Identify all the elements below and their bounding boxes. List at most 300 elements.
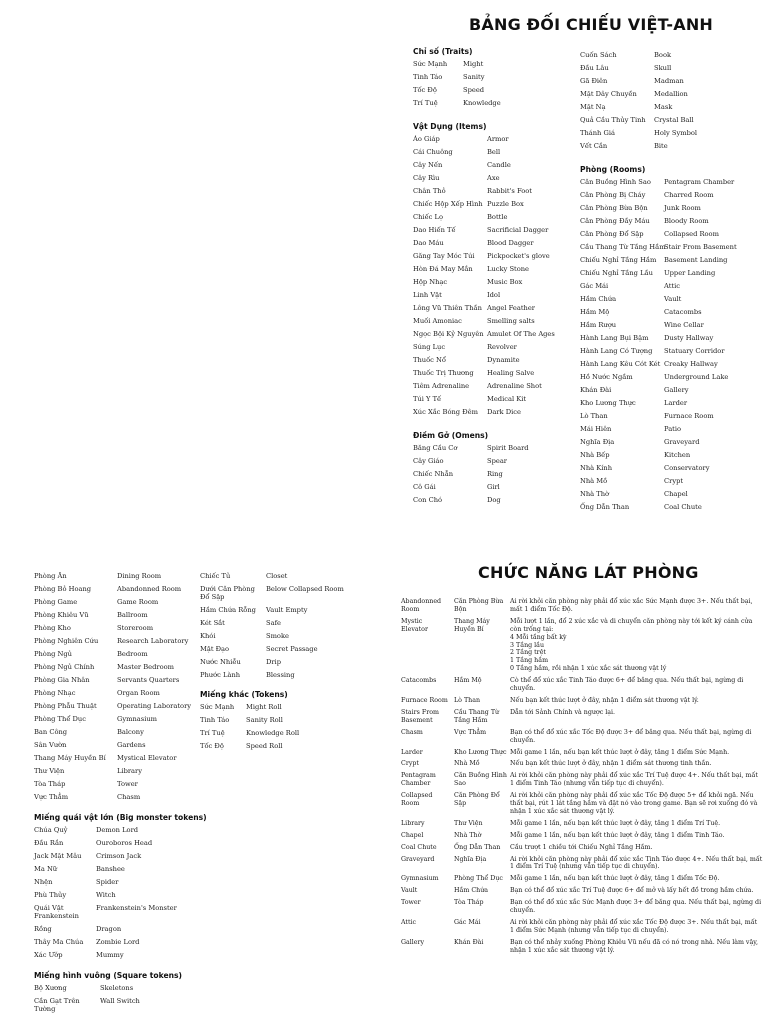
room-vietnamese-name: Tòa Tháp bbox=[454, 899, 484, 907]
room-function-row bbox=[401, 917, 763, 937]
english-term: Blood Dagger bbox=[487, 239, 534, 247]
vietnamese-term: Tinh Táo bbox=[200, 715, 230, 724]
english-term: Healing Salve bbox=[487, 369, 535, 377]
room-function-description bbox=[510, 618, 763, 673]
glossary-row bbox=[580, 293, 760, 306]
glossary-row bbox=[580, 114, 760, 127]
english-term: Drip bbox=[266, 657, 281, 666]
glossary-row bbox=[413, 58, 573, 71]
english-term: Basement Landing bbox=[664, 256, 728, 264]
room-english-name: Graveyard bbox=[401, 855, 435, 863]
room-function-title: CHỨC NĂNG LÁT PHÒNG bbox=[478, 563, 699, 582]
vietnamese-term: Phòng Ngủ Chính bbox=[34, 663, 95, 671]
english-term: Dog bbox=[487, 496, 501, 504]
vietnamese-term: Súng Lục bbox=[413, 343, 446, 351]
glossary-row bbox=[580, 176, 760, 189]
room-english-name: Tower bbox=[401, 899, 421, 907]
english-term: Balcony bbox=[117, 728, 144, 736]
glossary-row bbox=[580, 189, 760, 202]
room-function-description bbox=[510, 792, 763, 816]
english-term: Candle bbox=[487, 161, 511, 169]
english-term: Dining Room bbox=[117, 572, 162, 580]
glossary-row bbox=[580, 501, 760, 514]
glossary-row bbox=[580, 49, 760, 62]
room-english-name: Gymnasium bbox=[401, 875, 439, 883]
english-term: Armor bbox=[487, 135, 509, 143]
glossary-row bbox=[413, 341, 573, 354]
room-function-row bbox=[401, 937, 763, 957]
room-function-row bbox=[401, 842, 763, 854]
english-term: Banshee bbox=[96, 865, 125, 873]
room-function-description bbox=[510, 709, 763, 725]
glossary-row bbox=[413, 224, 573, 237]
glossary-row bbox=[580, 140, 760, 153]
vietnamese-term: Phòng Khiêu Vũ bbox=[34, 611, 89, 619]
vietnamese-term: Ống Dẫn Than bbox=[580, 503, 630, 511]
vietnamese-term: Thánh Giá bbox=[580, 129, 615, 137]
vietnamese-term: Thây Ma Chúa bbox=[34, 937, 84, 946]
vietnamese-term: Hành Lang Kêu Cót Két bbox=[580, 360, 661, 368]
glossary-row bbox=[580, 345, 760, 358]
english-term: Medical Kit bbox=[487, 395, 527, 403]
glossary-row bbox=[580, 75, 760, 88]
vietnamese-term: Ban Công bbox=[34, 728, 68, 736]
english-term: Sanity Roll bbox=[246, 715, 283, 724]
room-vietnamese-name: Thư Viện bbox=[454, 819, 483, 827]
room-function-description bbox=[510, 939, 763, 955]
room-function-description bbox=[510, 772, 763, 788]
room-function-row bbox=[401, 790, 763, 818]
room-function-row bbox=[401, 747, 763, 759]
room-vietnamese-name: Ống Dẫn Than bbox=[454, 843, 501, 851]
room-vietnamese-name: Nghĩa Địa bbox=[454, 855, 487, 863]
english-term: Secret Passage bbox=[266, 644, 318, 653]
vietnamese-term: Nghĩa Địa bbox=[580, 438, 615, 446]
glossary-row bbox=[580, 254, 760, 267]
glossary-row bbox=[34, 752, 194, 765]
room-english-name: Stairs From Basement bbox=[401, 708, 439, 724]
vietnamese-term: Hầm Rượu bbox=[580, 321, 617, 329]
glossary-row bbox=[200, 669, 390, 682]
vietnamese-term: Cần Gạt Trên Tường bbox=[34, 996, 80, 1014]
english-term: Crypt bbox=[664, 477, 684, 485]
vietnamese-term: Thuốc Trị Thương bbox=[413, 369, 474, 377]
vietnamese-term: Thư Viện bbox=[34, 767, 65, 775]
vietnamese-term: Tốc Độ bbox=[413, 86, 437, 94]
glossary-row bbox=[200, 583, 390, 604]
vietnamese-term: Nước Nhiễu bbox=[200, 657, 241, 666]
glossary-row bbox=[200, 656, 390, 669]
room-english-name: Furnace Room bbox=[401, 696, 448, 704]
items-list bbox=[413, 133, 573, 419]
english-term: Research Laboratory bbox=[117, 637, 189, 645]
english-term: Smelling salts bbox=[487, 317, 535, 325]
vietnamese-term: Xúc Xắc Bóng Đêm bbox=[413, 408, 478, 416]
vietnamese-term: Căn Buồng Hình Sao bbox=[580, 178, 651, 186]
vietnamese-term: Sức Mạnh bbox=[413, 60, 448, 68]
glossary-row bbox=[580, 267, 760, 280]
english-term: Ring bbox=[487, 470, 503, 478]
english-term: Gardens bbox=[117, 741, 146, 749]
room-vietnamese-name: Kho Lương Thực bbox=[454, 748, 507, 756]
room-function-description bbox=[510, 875, 763, 883]
vietnamese-term: Hầm Chứa Rỗng bbox=[200, 605, 256, 614]
english-term: Closet bbox=[266, 572, 288, 580]
misc-tokens-heading: Miếng khác (Tokens) bbox=[200, 689, 288, 699]
english-term: Spider bbox=[96, 878, 119, 886]
vietnamese-term: Muối Amoniac bbox=[413, 317, 462, 325]
room-english-name: Abandonned Room bbox=[401, 598, 442, 613]
room-function-description bbox=[510, 844, 763, 852]
glossary-row bbox=[580, 332, 760, 345]
glossary-row bbox=[580, 449, 760, 462]
room-function-description bbox=[510, 697, 763, 705]
english-term: Smoke bbox=[266, 631, 289, 640]
glossary-row bbox=[34, 863, 194, 876]
english-term: Music Box bbox=[487, 278, 523, 286]
english-term: Larder bbox=[664, 399, 688, 407]
english-term: Junk Room bbox=[664, 204, 701, 212]
english-term: Ouroboros Head bbox=[96, 839, 153, 847]
english-term: Catacombs bbox=[664, 308, 702, 316]
vietnamese-term: Sân Vườn bbox=[34, 741, 67, 749]
english-term: Zombie Lord bbox=[96, 937, 140, 946]
room-function-description bbox=[510, 919, 763, 935]
description-line: Mỗi game 1 lần, nếu bạn kết thúc lượt ở đây, tăng 1 điểm Sức Mạnh. bbox=[510, 748, 730, 756]
glossary-row bbox=[413, 380, 573, 393]
glossary-row bbox=[413, 172, 573, 185]
room-english-name: Larder bbox=[401, 748, 423, 756]
vietnamese-term: Thang Máy Huyền Bí bbox=[34, 754, 106, 762]
english-term: Bite bbox=[654, 142, 668, 150]
room-function-row bbox=[401, 758, 763, 770]
english-term: Vault bbox=[664, 295, 682, 303]
glossary-row bbox=[34, 837, 194, 850]
glossary-row bbox=[200, 604, 390, 617]
description-line: Nếu bạn kết thúc lượt ở đây, nhận 1 điểm sát thương vật lý. bbox=[510, 696, 699, 704]
glossary-row bbox=[34, 596, 194, 609]
square-tokens-heading: Miếng hình vuông (Square tokens) bbox=[34, 970, 183, 980]
glossary-row bbox=[580, 397, 760, 410]
misc-tokens-list bbox=[200, 701, 390, 753]
vietnamese-term: Dưới Căn Phòng Đổ Sập bbox=[200, 585, 255, 602]
glossary-row bbox=[34, 713, 194, 726]
traits-heading: Chỉ số (Traits) bbox=[413, 47, 473, 56]
glossary-row bbox=[34, 648, 194, 661]
vietnamese-term: Hành Lang Bụi Bặm bbox=[580, 334, 649, 342]
glossary-row bbox=[413, 250, 573, 263]
glossary-row bbox=[200, 617, 390, 630]
room-function-row bbox=[401, 675, 763, 695]
glossary-row bbox=[413, 146, 573, 159]
glossary-row bbox=[413, 406, 573, 419]
glossary-row bbox=[34, 902, 194, 923]
english-term: Book bbox=[654, 51, 672, 59]
vietnamese-term: Tinh Táo bbox=[413, 73, 443, 81]
glossary-row bbox=[34, 661, 194, 674]
room-vietnamese-name: Lò Than bbox=[454, 696, 481, 704]
english-term: Bloody Room bbox=[664, 217, 709, 225]
english-term: Creaky Hallway bbox=[664, 360, 718, 368]
english-term: Skull bbox=[654, 64, 672, 72]
glossary-row bbox=[34, 923, 194, 936]
description-line: 3 Tầng lầu bbox=[510, 641, 545, 649]
square-tokens-list bbox=[34, 982, 194, 1016]
glossary-row bbox=[200, 630, 390, 643]
room-vietnamese-name: Hầm Chứa bbox=[454, 887, 489, 895]
vietnamese-term: Căn Phòng Bị Cháy bbox=[580, 191, 646, 199]
vietnamese-term: Linh Vật bbox=[413, 291, 442, 299]
glossary-row bbox=[34, 570, 194, 583]
traits-list bbox=[413, 58, 573, 110]
english-term: Spirit Board bbox=[487, 444, 529, 452]
vietnamese-term: Mặt Nạ bbox=[580, 103, 606, 111]
glossary-row bbox=[34, 622, 194, 635]
vietnamese-term: Gã Điên bbox=[580, 77, 608, 85]
english-term: Knowledge Roll bbox=[246, 728, 300, 737]
glossary-row bbox=[580, 127, 760, 140]
vietnamese-term: Phước Lành bbox=[200, 670, 241, 679]
vietnamese-term: Dao Máu bbox=[413, 239, 444, 247]
english-term: Charred Room bbox=[664, 191, 714, 199]
glossary-row bbox=[34, 876, 194, 889]
glossary-row bbox=[413, 84, 573, 97]
vietnamese-term: Chúa Quỷ bbox=[34, 826, 68, 834]
vietnamese-term: Bộ Xương bbox=[34, 983, 67, 992]
glossary-row bbox=[413, 494, 573, 507]
english-term: Rabbit's Foot bbox=[487, 187, 532, 195]
vietnamese-term: Hồ Nước Ngầm bbox=[580, 373, 633, 381]
room-english-name: Chasm bbox=[401, 728, 423, 736]
room-english-name: Library bbox=[401, 819, 425, 827]
room-function-description bbox=[510, 899, 763, 915]
vietnamese-term: Băng Cầu Cơ bbox=[413, 444, 458, 452]
vietnamese-term: Nhện bbox=[34, 878, 53, 886]
english-term: Master Bedroom bbox=[117, 663, 174, 671]
english-term: Graveyard bbox=[664, 438, 700, 446]
glossary-row bbox=[34, 609, 194, 622]
vietnamese-term: Sức Mạnh bbox=[200, 702, 235, 711]
glossary-row bbox=[34, 674, 194, 687]
glossary-row bbox=[200, 643, 390, 656]
vietnamese-term: Cái Chuông bbox=[413, 148, 453, 156]
glossary-row bbox=[34, 850, 194, 863]
vietnamese-term: Chiếc Lọ bbox=[413, 213, 444, 221]
glossary-row bbox=[413, 159, 573, 172]
items-heading: Vật Dụng (Items) bbox=[413, 122, 487, 131]
vietnamese-term: Chiếc Hộp Xếp Hình bbox=[413, 200, 483, 208]
vietnamese-term: Trí Tuệ bbox=[413, 99, 438, 107]
english-term: Statuary Corridor bbox=[664, 347, 725, 355]
description-line: Bạn có thể nhảy xuống Phòng Khiêu Vũ nếu đã có nó trong nhà. Nếu làm vậy, nhận 1 xúc xắc sát thương vật lý. bbox=[510, 938, 758, 954]
english-term: Kitchen bbox=[664, 451, 691, 459]
english-term: Girl bbox=[487, 483, 500, 491]
big-monster-heading: Miếng quái vật lớn (Big monster tokens) bbox=[34, 813, 207, 822]
vietnamese-term: Vực Thẳm bbox=[34, 793, 69, 801]
description-line: Cầu trượt 1 chiều tới Chiếu Nghỉ Tầng Hầm. bbox=[510, 843, 653, 851]
glossary-row bbox=[34, 949, 194, 962]
room-function-row bbox=[401, 854, 763, 874]
vietnamese-term: Nhà Thờ bbox=[580, 490, 610, 498]
english-term: Angel Feather bbox=[487, 304, 536, 312]
english-term: Idol bbox=[487, 291, 501, 299]
glossary-row bbox=[34, 982, 194, 995]
vietnamese-term: Mật Đạo bbox=[200, 644, 230, 653]
glossary-column-4 bbox=[200, 570, 390, 753]
glossary-row bbox=[413, 302, 573, 315]
rooms-list-continued bbox=[34, 570, 194, 804]
glossary-row bbox=[580, 215, 760, 228]
vietnamese-term: Mặt Dây Chuyền bbox=[580, 90, 637, 98]
glossary-row bbox=[413, 97, 573, 110]
glossary-row bbox=[200, 701, 390, 714]
glossary-row bbox=[413, 468, 573, 481]
room-english-name: Chapel bbox=[401, 831, 424, 839]
english-term: Spear bbox=[487, 457, 508, 465]
room-function-description bbox=[510, 729, 763, 745]
glossary-row bbox=[580, 228, 760, 241]
english-term: Game Room bbox=[117, 598, 159, 606]
glossary-row bbox=[580, 62, 760, 75]
vietnamese-term: Kho Lương Thực bbox=[580, 399, 636, 407]
description-line: 4 Mỗi tầng bất kỳ bbox=[510, 633, 567, 641]
vietnamese-term: Xác Ướp bbox=[34, 950, 63, 959]
vietnamese-term: Phòng Kho bbox=[34, 624, 71, 632]
english-term: Bell bbox=[487, 148, 501, 156]
vietnamese-term: Hòn Đá May Mắn bbox=[413, 265, 473, 273]
glossary-row bbox=[580, 462, 760, 475]
vietnamese-term: Nhà Mồ bbox=[580, 477, 608, 485]
glossary-column-1 bbox=[413, 45, 573, 507]
vietnamese-term: Cầu Thang Từ Tầng Hầm bbox=[580, 243, 666, 251]
english-term: Mask bbox=[654, 103, 673, 111]
english-term: Puzzle Box bbox=[487, 200, 524, 208]
english-term: Gymnasium bbox=[117, 715, 157, 723]
glossary-row bbox=[200, 570, 390, 583]
glossary-row bbox=[580, 358, 760, 371]
room-english-name: Pentagram Chamber bbox=[401, 772, 436, 788]
vietnamese-term: Áo Giáp bbox=[413, 135, 440, 143]
glossary-row bbox=[580, 423, 760, 436]
english-term: Gallery bbox=[664, 386, 689, 394]
glossary-row bbox=[580, 488, 760, 501]
english-term: Sacrificial Dagger bbox=[487, 226, 549, 234]
room-vietnamese-name: Vực Thẳm bbox=[454, 728, 487, 736]
glossary-title: BẢNG ĐỐI CHIẾU VIỆT-ANH bbox=[469, 15, 714, 34]
english-term: Madman bbox=[654, 77, 684, 85]
vietnamese-term: Găng Tay Móc Túi bbox=[413, 252, 475, 260]
room-function-description bbox=[510, 677, 763, 693]
room-english-name: Attic bbox=[401, 919, 417, 926]
glossary-row bbox=[34, 765, 194, 778]
glossary-row bbox=[34, 778, 194, 791]
room-vietnamese-name: Thang Máy Huyền Bí bbox=[454, 617, 490, 633]
english-term: Pentagram Chamber bbox=[664, 178, 735, 186]
vietnamese-term: Căn Phòng Đổ Sập bbox=[580, 230, 644, 238]
english-term: Upper Landing bbox=[664, 269, 716, 277]
english-term: Witch bbox=[96, 891, 116, 899]
english-term: Blessing bbox=[266, 670, 295, 679]
glossary-row bbox=[580, 202, 760, 215]
vietnamese-term: Chiếc Nhẫn bbox=[413, 470, 454, 478]
vietnamese-term: Quả Cầu Thủy Tinh bbox=[580, 116, 646, 124]
glossary-row bbox=[413, 71, 573, 84]
english-term: Crimson Jack bbox=[96, 852, 142, 860]
vietnamese-term: Phòng Bỏ Hoang bbox=[34, 585, 92, 593]
vietnamese-term: Cây Giáo bbox=[413, 457, 444, 465]
room-vietnamese-name: Gác Mái bbox=[454, 919, 481, 926]
english-term: Dusty Hallway bbox=[664, 334, 714, 342]
big-monster-list bbox=[34, 824, 194, 962]
room-function-row bbox=[401, 616, 763, 675]
room-english-name: Gallery bbox=[401, 938, 425, 946]
english-term: Wall Switch bbox=[100, 996, 140, 1005]
glossary-row bbox=[580, 319, 760, 332]
description-line: Bạn có thể đổ xúc xắc Trí Tuệ được 6+ để mở và lấy hết đồ trong hầm chứa. bbox=[510, 887, 754, 895]
glossary-row bbox=[34, 739, 194, 752]
glossary-row bbox=[34, 687, 194, 700]
glossary-row bbox=[413, 185, 573, 198]
vietnamese-term: Chiếu Nghỉ Tầng Hầm bbox=[580, 256, 657, 264]
room-function-row bbox=[401, 830, 763, 842]
description-line: Mỗi lượt 1 lần, đổ 2 xúc xắc và di chuyển căn phòng này tới kết ký cánh cửa còn trống tại: bbox=[510, 617, 753, 633]
english-term: Dynamite bbox=[487, 356, 520, 364]
room-function-description bbox=[510, 832, 763, 840]
english-term: Ballroom bbox=[117, 611, 148, 619]
english-term: Operating Laboratory bbox=[117, 702, 192, 710]
english-term: Might bbox=[463, 60, 484, 68]
english-term: Furnace Room bbox=[664, 412, 714, 420]
glossary-row bbox=[34, 726, 194, 739]
english-term: Holy Symbol bbox=[654, 129, 698, 137]
square-tokens-list-continued bbox=[200, 570, 390, 682]
glossary-row bbox=[34, 824, 194, 837]
room-function-row bbox=[401, 897, 763, 917]
glossary-row bbox=[200, 740, 390, 753]
english-term: Sanity bbox=[463, 73, 485, 81]
english-term: Revolver bbox=[487, 343, 517, 351]
description-line: Mỗi game 1 lần, nếu bạn kết thúc lượt ở đây, tăng 1 điểm Tinh Táo. bbox=[510, 831, 725, 839]
vietnamese-term: Phòng Ngủ bbox=[34, 650, 72, 658]
english-term: Attic bbox=[664, 282, 680, 290]
english-term: Below Collapsed Room bbox=[266, 585, 344, 593]
glossary-row bbox=[413, 276, 573, 289]
glossary-row bbox=[580, 371, 760, 384]
glossary-row bbox=[413, 367, 573, 380]
vietnamese-term: Nhà Bếp bbox=[580, 451, 610, 459]
glossary-row bbox=[580, 436, 760, 449]
room-english-name: Coal Chute bbox=[401, 843, 437, 851]
english-term: Patio bbox=[664, 425, 682, 433]
glossary-row bbox=[413, 328, 573, 341]
vietnamese-term: Lò Than bbox=[580, 412, 608, 420]
english-term: Crystal Ball bbox=[654, 116, 694, 124]
vietnamese-term: Vết Cắn bbox=[580, 142, 608, 150]
glossary-row bbox=[580, 241, 760, 254]
vietnamese-term: Đầu Rắn bbox=[34, 839, 64, 847]
vietnamese-term: Phòng Thể Dục bbox=[34, 715, 86, 723]
glossary-row bbox=[200, 714, 390, 727]
glossary-row bbox=[34, 936, 194, 949]
glossary-row bbox=[413, 263, 573, 276]
room-vietnamese-name: Cầu Thang Từ Tầng Hầm bbox=[454, 708, 500, 724]
room-function-row bbox=[401, 885, 763, 897]
room-function-table bbox=[401, 596, 763, 957]
vietnamese-term: Đầu Lâu bbox=[580, 64, 609, 72]
english-term: Mystical Elevator bbox=[117, 754, 177, 762]
room-vietnamese-name: Nhà Thờ bbox=[454, 831, 482, 839]
vietnamese-term: Phòng Ăn bbox=[34, 572, 67, 580]
